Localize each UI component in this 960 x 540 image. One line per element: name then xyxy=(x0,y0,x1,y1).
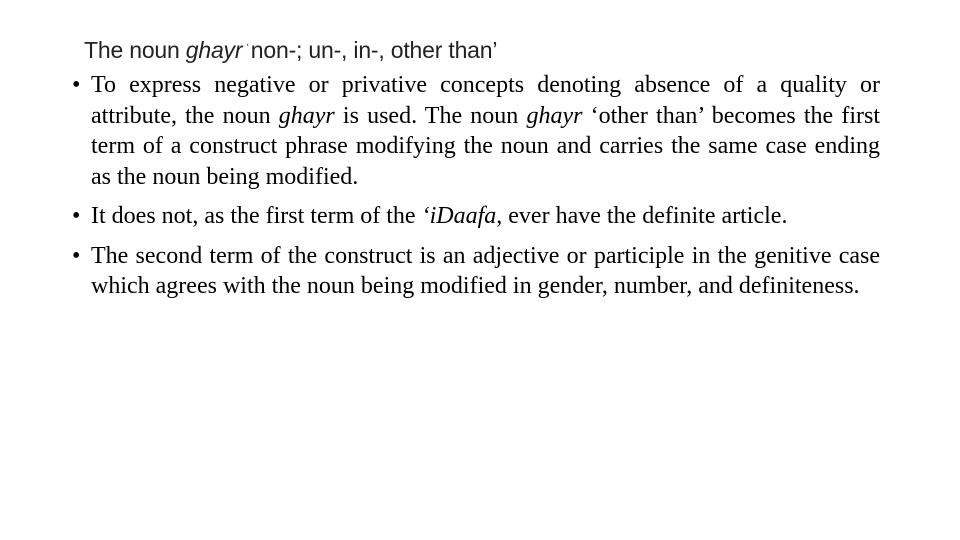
bullet-item xyxy=(72,70,880,192)
bullet-term: ‘iDaafa xyxy=(421,203,497,229)
bullet-text: , ever have the definite article. xyxy=(496,203,788,229)
bullet-text: is used. The noun xyxy=(334,102,527,129)
bullet-dot: • xyxy=(72,203,81,229)
title-text-gloss: non-; un-, in-, other than’ xyxy=(250,37,498,63)
bullet-term: ghayr xyxy=(526,102,583,129)
bullet-list xyxy=(72,70,880,311)
bullet-text: ‘other than’ becomes the first term of a construct phrase modifying the noun and carries the same case ending as the noun being modified. xyxy=(91,102,880,190)
bullet-dot: • xyxy=(72,72,81,98)
bullet-item xyxy=(72,201,880,232)
title-term-ghayr: ghayr xyxy=(185,37,243,63)
slide-title xyxy=(84,31,497,68)
bullet-term: ghayr xyxy=(278,102,335,129)
bullet-item xyxy=(72,241,880,302)
bullet-dot: • xyxy=(72,242,81,269)
bullet-text: To express negative or privative concepts denoting absence of a quality or attribute, the noun xyxy=(91,72,880,129)
bullet-text: The second term of the construct is an adjective or participle in the genitive case which agrees with the noun being modified in gender, number, and definiteness. xyxy=(91,242,880,299)
title-ayn-mark: ʿ xyxy=(245,41,250,57)
title-text-lead: The noun xyxy=(84,37,186,63)
bullet-text: It does not, as the first term of the xyxy=(91,203,422,229)
